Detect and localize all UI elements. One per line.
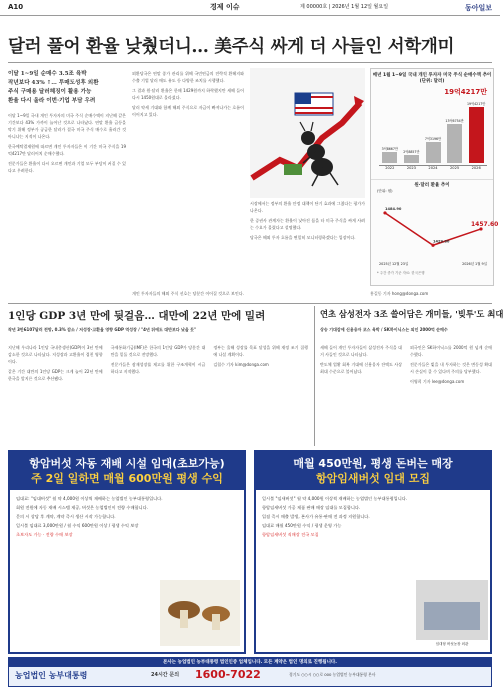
chart-2-value-label: 1457.60	[471, 220, 499, 228]
paragraph: 그 결과 원·달러 환율은 한때 1429원까지 하락했지만 새해 들어 다시 1450원대로 올라섰다.	[132, 88, 244, 100]
page-header	[0, 0, 500, 16]
paragraph: 외환당국은 연말 종가 관리를 위해 국민연금의 전략적 환헤지와 수출 기업 달러 매도 유도 등 다양한 조치를 시행했다.	[132, 71, 244, 83]
byline: 이영희 기자 lee@donga.com	[410, 379, 465, 384]
section-divider	[8, 303, 492, 304]
paragraph: 전문가들은 빚을 내 투자하는 것은 변동성 확대 시 손실이 클 수 있다며 주의를 당부했다.	[410, 362, 492, 374]
chart-2-point	[383, 211, 386, 214]
paragraph: 새해 들어 개인 투자자들이 삼성전자 주식을 대거 사들인 것으로 나타났다.	[320, 345, 402, 357]
chart-1-value-label: 19억4217만	[467, 102, 486, 106]
paragraph: 반도체 업황 회복 기대에 신용융자 잔액도 사상 최대 수준으로 불어났다.	[320, 362, 402, 374]
footer-phone[interactable]: 1600-7022	[195, 668, 261, 681]
ad-highlight: 항암임새버섯 직매장 전국 모집	[262, 532, 319, 537]
ad-line: 입점 즉시 매출 발생, 본사가 유통·판매 전 과정 지원합니다.	[262, 514, 370, 519]
paragraph: 국제통화기금(IMF)은 한국의 1인당 GDP가 당분간 대만을 밑돌 것으로 전망했다.	[110, 345, 206, 357]
chart-1-value-label: 13억6754만	[445, 118, 464, 123]
article-2-body	[8, 344, 308, 444]
ad-footer[interactable]	[8, 657, 492, 687]
paragraph: 한국예탁결제원에 따르면 개인 투자자들은 이 기간 미국 주식을 19억4217만 달러어치 순매수했다.	[8, 144, 126, 156]
footer-banner: 본사는 농업법인 농부대통령 법인인증 업체입니다. 모든 계약은 법인 명의로 진행됩니다.	[9, 658, 491, 667]
issue-date: 제 00000호 | 2026년 1월 12일 월요일	[300, 4, 389, 10]
ad-line: 임대료 매월 450만원 수익 / 평생 운영 가능	[262, 523, 342, 528]
dek-line: 작년보다 43% ↑… 투매도성후 외환	[8, 80, 99, 86]
footer-company: 농업법인 농부대통령	[15, 671, 88, 680]
ant-investor-illustration	[250, 68, 365, 198]
dek-line: 주식 구매용 달러헤징이 활용 가능	[8, 89, 92, 95]
ad-left-title-b: 주 2일 일하면 매월 600만원 평생 수익	[31, 472, 223, 485]
paragraph: 한 증권사 관계자는 환율이 낮아진 틈을 타 미국 주식을 싸게 사려는 수요가 몰렸다고 설명했다.	[250, 218, 365, 230]
chart-1-plot	[379, 99, 487, 163]
ad-right-header	[256, 452, 490, 490]
ad-photo	[416, 580, 488, 640]
chart-2-note: * 주간 종가 기준 자료: 한국은행	[377, 271, 425, 275]
paragraph: 같은 기간 대만의 1인당 GDP는 크게 늘어 22년 만에 한국을 앞지른 것으로 추산됐다.	[8, 369, 103, 381]
ad-line: 항암임새버섯 가공 제품 판매 매장 임대를 모집합니다.	[262, 505, 361, 510]
ad-left-body	[10, 490, 244, 545]
year-tick: 2022	[385, 166, 395, 170]
ad-left-title-a: 항암버섯 자동 재배 시설 임대(초보가능)	[29, 457, 225, 470]
article-1-col-1	[8, 112, 126, 282]
chart-1-title: 매년 1월 1~9일 국내 개인 투자자 미국 주식 순매수액 추이 (단위: 달러)	[372, 73, 492, 84]
paragraph: 달러 약세 기대와 함께 해외 주식으로 자금이 빠져나가는 흐름이 이어지고 있다.	[132, 105, 244, 117]
byline-1: 홍길동 기자 hong@donga.com	[370, 291, 429, 296]
chart-2-value-label: 1484.90	[385, 206, 402, 211]
newspaper-logo: 동아일보	[464, 3, 492, 12]
dek-line: 환율 다시 올라 이번·기업 부담 우려	[8, 98, 96, 104]
chart-1-bar	[426, 142, 441, 163]
page-number: A10	[8, 3, 24, 11]
article-1-col-4	[132, 290, 364, 300]
paragraph: 정부는 올해 성장률 목표 달성을 위해 재정 조기 집행에 나설 계획이다.	[213, 345, 308, 357]
ad-right-body	[256, 490, 490, 545]
ad-line: 일시불 임대료 3,000만원 / 월 수익 600만원 이상 / 평생 수익 보장	[16, 523, 139, 528]
paragraph: 전문가들은 잠재성장률 제고를 위한 구조개혁이 시급하다고 지적했다.	[110, 362, 206, 374]
paragraph: 개인 투자자들의 해외 주식 선호는 당분간 이어질 것으로 보인다.	[132, 291, 244, 296]
column-divider	[314, 306, 315, 446]
headline-3: 연초 삼성전자 3조 쓸어담은 개미들, '빚투'도 최대	[320, 309, 503, 319]
ad-line: 일시불 "임새버섯" 월 약 4,000원 이상씩 재배하는 농업법인 농부대통령입니다.	[262, 496, 408, 501]
headline-2: 1인당 GDP 3년 만에 뒷걸음… 대만에 22년 만에 밀려	[8, 310, 266, 322]
ad-right-title-a: 매월 450만원, 평생 돈버는 매장	[293, 457, 453, 470]
building-icon	[424, 602, 480, 630]
paragraph: 지난해 우리나라 1인당 국내총생산(GDP)이 3년 만에 감소한 것으로 나타났다. 저성장과 고환율이 겹친 영향이다.	[8, 345, 103, 364]
ad-line: 임대료: "임대버섯" 월 약 4,000원 이상씩 재배하는 농업법인 농부대통령입니다.	[16, 496, 163, 501]
paragraph: 이달 1~9일 국내 개인 투자자의 미국 주식 순매수액이 지난해 같은 기간보다 43% 가까이 늘어난 것으로 나타났다. 연말 환율 급등을 막기 위해 정부가 공급한 달러가 결국 미국 주식 매수로 흘러간 것 아니냐는 지적이 나온다.	[8, 113, 126, 139]
headline-divider	[8, 62, 492, 63]
chart-2-plot	[379, 199, 499, 259]
ad-right[interactable]	[254, 450, 492, 654]
ad-photo-caption: 임대형 버섯농장 외관	[435, 642, 469, 646]
chart-1-bar	[404, 155, 419, 163]
year-tick: 2024	[428, 166, 438, 170]
chart-2-axis	[379, 261, 487, 266]
ad-right-title-b: 항암임새버섯 임대 모집	[316, 472, 430, 485]
year-tick: 2026	[471, 166, 481, 170]
headline-1: 달러 풀어 환율 낮췄더니… 美주식 싸게 더 사들인 서학개미	[8, 37, 455, 57]
paragraph: 시장에서는 정부의 환율 안정 대책이 단기 효과에 그쳤다는 평가가 나온다.	[250, 201, 365, 213]
chart-1-bar	[447, 124, 462, 163]
paragraph: 전문가들은 환율이 다시 오르면 개인과 기업 모두 부담이 커질 수 있다고 우려한다.	[8, 161, 126, 173]
chart-1-axis	[379, 165, 487, 172]
chart-2-point	[431, 244, 434, 247]
section-title: 경제 이슈	[210, 3, 240, 11]
headline-2-sub: 작년 3만6107달러 전망, 0.3% 감소 / 저성장·고환율 영향 GDP 역성장 / "4년 뒤에도 대만보다 낮을 듯"	[8, 327, 197, 332]
headline-1-dek	[8, 70, 126, 106]
ad-line: 회원 전원에 자동 재배 시스템 제공, 버섯은 농업법인이 전량 수매합니다.	[16, 505, 148, 510]
footer-call-label: 24시간 문의	[151, 672, 180, 678]
chart-2-unit: (단위: 원)	[377, 189, 393, 193]
date-tick: 2026년 1월 9일	[462, 262, 487, 266]
year-tick: 2025	[450, 166, 460, 170]
paragraph: 외국인은 SK하이닉스를 2000억 원 넘게 순매수했다.	[410, 345, 492, 357]
chart-1-value-label: 3억8667만	[381, 146, 398, 151]
mushroom-icon	[160, 580, 240, 646]
article-3-body	[320, 344, 492, 444]
chart-1-bar	[469, 107, 484, 163]
byline: 김철수 기자 kim@donga.com	[213, 362, 269, 367]
dek-line: 이달 1~9일 순매수 3.5조 육박	[8, 71, 87, 77]
footer-address: 경기도 ○○시 ○○로 000 농업법인 농부대통령 본사	[289, 672, 376, 677]
chart-2-title: 원·달러 환율 추이	[371, 179, 493, 189]
article-1-col-3	[250, 200, 365, 282]
date-tick: 2025년 12월 23일	[379, 262, 409, 266]
chart-1-value-label: 2억8857만	[403, 149, 420, 154]
headline-3-sub: 상승 기대감에 신용융자 코스 육박 / SK하이닉스는 외인 2000억 순매수	[320, 327, 448, 332]
chart-panel	[370, 68, 499, 286]
chart-2-value-label: 1429.80	[433, 239, 450, 244]
article-1-col-2	[132, 70, 244, 282]
ad-left-header	[10, 452, 244, 490]
chart-1-callout: 19억4217만	[444, 88, 487, 96]
chart-1-value-label: 7억3196만	[424, 136, 442, 141]
chart-1-bar	[382, 152, 397, 163]
ad-highlight: 초보자도 가능 · 전량 수매 보장	[16, 532, 73, 537]
year-tick: 2023	[406, 166, 416, 170]
paragraph: 당국은 해외 투자 흐름을 면밀히 모니터링하겠다는 입장이다.	[250, 235, 356, 240]
ad-line: 문의 시 상담 후 계약, 계약 즉시 생산 시작 가능합니다.	[16, 514, 116, 519]
ad-left[interactable]	[8, 450, 246, 654]
